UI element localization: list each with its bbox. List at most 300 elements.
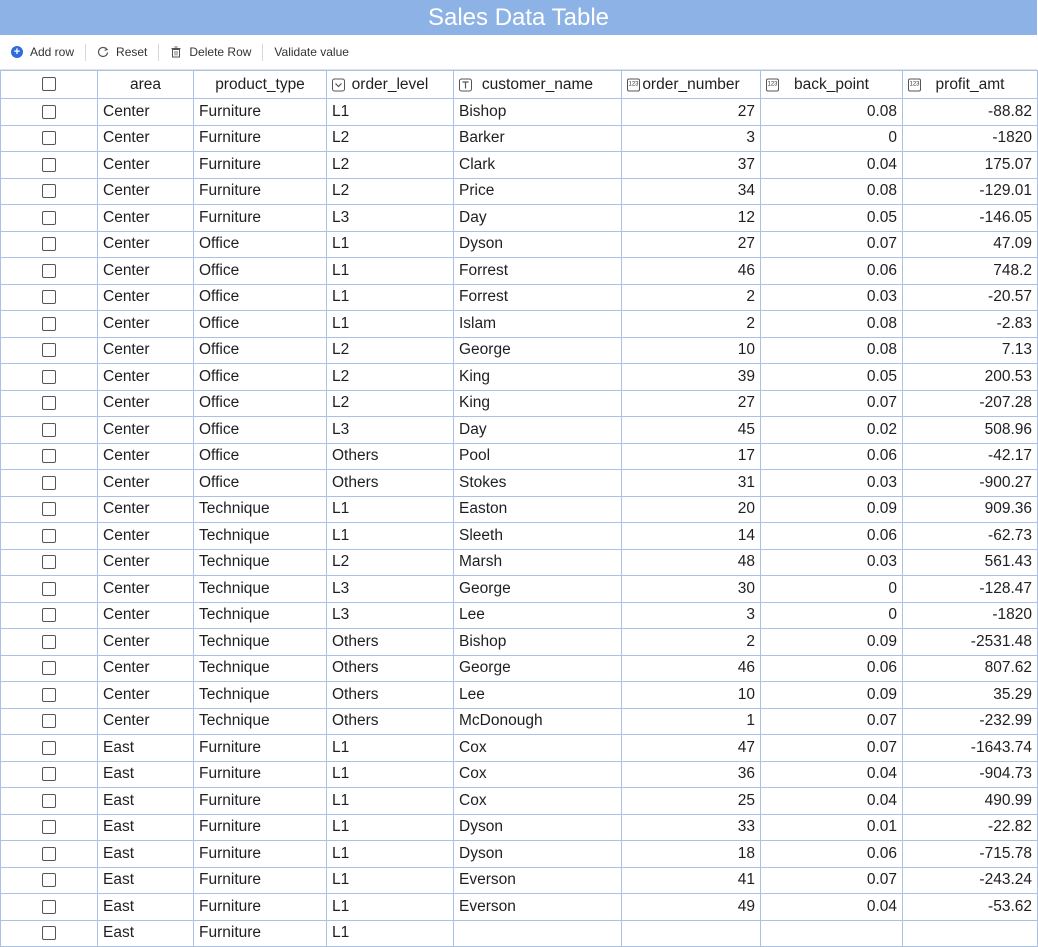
cell-order-level[interactable]: L3	[327, 576, 454, 603]
add-row-button[interactable]	[11, 45, 74, 59]
table-row[interactable]	[1, 708, 1038, 735]
cell-area[interactable]: Center	[98, 443, 194, 470]
delete-row-button[interactable]	[170, 45, 251, 59]
cell-profit-amt[interactable]: -2.83	[903, 311, 1038, 338]
cell-order-level[interactable]: L1	[327, 231, 454, 258]
reset-button[interactable]	[97, 45, 147, 59]
cell-order-number[interactable]: 2	[622, 311, 761, 338]
table-row[interactable]	[1, 735, 1038, 762]
cell-back-point[interactable]: 0.06	[761, 523, 903, 550]
cell-product-type[interactable]: Furniture	[194, 761, 327, 788]
table-row[interactable]	[1, 920, 1038, 947]
cell-back-point[interactable]: 0.08	[761, 99, 903, 126]
row-checkbox[interactable]	[42, 370, 56, 384]
table-row[interactable]	[1, 390, 1038, 417]
cell-area[interactable]: East	[98, 894, 194, 921]
cell-back-point[interactable]: 0.07	[761, 867, 903, 894]
cell-customer-name[interactable]: Day	[454, 417, 622, 444]
cell-profit-amt[interactable]: -20.57	[903, 284, 1038, 311]
column-header-order-level[interactable]	[327, 71, 454, 99]
cell-order-number[interactable]: 41	[622, 867, 761, 894]
cell-area[interactable]: Center	[98, 231, 194, 258]
cell-back-point[interactable]: 0.04	[761, 894, 903, 921]
cell-customer-name[interactable]: King	[454, 390, 622, 417]
cell-customer-name[interactable]: Cox	[454, 735, 622, 762]
table-row[interactable]	[1, 231, 1038, 258]
cell-order-level[interactable]: L1	[327, 284, 454, 311]
cell-order-level[interactable]: Others	[327, 708, 454, 735]
column-header-back-point[interactable]	[761, 71, 903, 99]
table-row[interactable]	[1, 417, 1038, 444]
table-row[interactable]	[1, 178, 1038, 205]
cell-order-level[interactable]: L2	[327, 152, 454, 179]
cell-area[interactable]: Center	[98, 258, 194, 285]
row-checkbox[interactable]	[42, 105, 56, 119]
cell-customer-name[interactable]: Islam	[454, 311, 622, 338]
cell-area[interactable]: Center	[98, 417, 194, 444]
row-checkbox[interactable]	[42, 926, 56, 940]
table-row[interactable]	[1, 205, 1038, 232]
cell-order-number[interactable]: 17	[622, 443, 761, 470]
cell-product-type[interactable]: Furniture	[194, 125, 327, 152]
cell-product-type[interactable]: Office	[194, 284, 327, 311]
cell-order-level[interactable]: L1	[327, 894, 454, 921]
cell-profit-amt[interactable]: -1820	[903, 602, 1038, 629]
cell-customer-name[interactable]: Bishop	[454, 629, 622, 656]
row-checkbox[interactable]	[42, 635, 56, 649]
cell-product-type[interactable]: Office	[194, 390, 327, 417]
row-checkbox[interactable]	[42, 184, 56, 198]
row-checkbox[interactable]	[42, 449, 56, 463]
cell-profit-amt[interactable]: -232.99	[903, 708, 1038, 735]
cell-product-type[interactable]: Furniture	[194, 920, 327, 947]
cell-order-number[interactable]: 27	[622, 390, 761, 417]
table-row[interactable]	[1, 788, 1038, 815]
table-row[interactable]	[1, 311, 1038, 338]
cell-area[interactable]: Center	[98, 178, 194, 205]
cell-back-point[interactable]: 0.05	[761, 205, 903, 232]
cell-product-type[interactable]: Furniture	[194, 178, 327, 205]
cell-order-number[interactable]: 47	[622, 735, 761, 762]
cell-order-level[interactable]: L2	[327, 390, 454, 417]
cell-profit-amt[interactable]: -53.62	[903, 894, 1038, 921]
cell-product-type[interactable]: Furniture	[194, 152, 327, 179]
cell-area[interactable]: Center	[98, 364, 194, 391]
table-row[interactable]	[1, 443, 1038, 470]
column-header-profit-amt[interactable]	[903, 71, 1038, 99]
row-checkbox[interactable]	[42, 158, 56, 172]
cell-order-level[interactable]: L1	[327, 814, 454, 841]
cell-product-type[interactable]: Furniture	[194, 841, 327, 868]
cell-order-number[interactable]: 36	[622, 761, 761, 788]
cell-back-point[interactable]: 0.09	[761, 496, 903, 523]
cell-area[interactable]: Center	[98, 655, 194, 682]
cell-back-point[interactable]: 0.07	[761, 735, 903, 762]
cell-back-point[interactable]: 0.06	[761, 841, 903, 868]
cell-order-number[interactable]: 48	[622, 549, 761, 576]
cell-customer-name[interactable]: Day	[454, 205, 622, 232]
table-row[interactable]	[1, 602, 1038, 629]
cell-profit-amt[interactable]: 561.43	[903, 549, 1038, 576]
cell-profit-amt[interactable]: 508.96	[903, 417, 1038, 444]
cell-order-number[interactable]: 25	[622, 788, 761, 815]
table-row[interactable]	[1, 470, 1038, 497]
cell-back-point[interactable]: 0.09	[761, 682, 903, 709]
row-checkbox[interactable]	[42, 396, 56, 410]
table-row[interactable]	[1, 682, 1038, 709]
cell-area[interactable]: Center	[98, 682, 194, 709]
cell-back-point[interactable]: 0.01	[761, 814, 903, 841]
cell-back-point[interactable]: 0.08	[761, 178, 903, 205]
row-checkbox[interactable]	[42, 582, 56, 596]
table-row[interactable]	[1, 814, 1038, 841]
table-row[interactable]	[1, 152, 1038, 179]
column-header-product-type[interactable]	[194, 71, 327, 99]
cell-product-type[interactable]: Technique	[194, 602, 327, 629]
cell-back-point[interactable]: 0.04	[761, 788, 903, 815]
cell-area[interactable]: Center	[98, 311, 194, 338]
cell-order-level[interactable]: L1	[327, 788, 454, 815]
table-row[interactable]	[1, 99, 1038, 126]
cell-customer-name[interactable]: Forrest	[454, 284, 622, 311]
row-checkbox[interactable]	[42, 317, 56, 331]
table-row[interactable]	[1, 549, 1038, 576]
cell-profit-amt[interactable]: -2531.48	[903, 629, 1038, 656]
cell-order-number[interactable]: 3	[622, 125, 761, 152]
table-row[interactable]	[1, 125, 1038, 152]
row-checkbox[interactable]	[42, 767, 56, 781]
cell-order-level[interactable]: L2	[327, 364, 454, 391]
cell-back-point[interactable]: 0.07	[761, 708, 903, 735]
cell-customer-name[interactable]: Clark	[454, 152, 622, 179]
cell-back-point[interactable]: 0.03	[761, 470, 903, 497]
cell-profit-amt[interactable]: -243.24	[903, 867, 1038, 894]
cell-order-number[interactable]: 31	[622, 470, 761, 497]
cell-back-point[interactable]: 0	[761, 576, 903, 603]
cell-order-number[interactable]: 12	[622, 205, 761, 232]
cell-customer-name[interactable]: Bishop	[454, 99, 622, 126]
cell-product-type[interactable]: Technique	[194, 629, 327, 656]
cell-profit-amt[interactable]: -22.82	[903, 814, 1038, 841]
cell-profit-amt[interactable]: 7.13	[903, 337, 1038, 364]
row-checkbox[interactable]	[42, 343, 56, 357]
row-checkbox[interactable]	[42, 237, 56, 251]
cell-profit-amt[interactable]: -129.01	[903, 178, 1038, 205]
cell-customer-name[interactable]: Everson	[454, 867, 622, 894]
row-checkbox[interactable]	[42, 264, 56, 278]
cell-order-number[interactable]: 30	[622, 576, 761, 603]
cell-product-type[interactable]: Office	[194, 231, 327, 258]
cell-area[interactable]: Center	[98, 708, 194, 735]
cell-order-level[interactable]: Others	[327, 682, 454, 709]
cell-profit-amt[interactable]: -62.73	[903, 523, 1038, 550]
cell-back-point[interactable]: 0.08	[761, 311, 903, 338]
cell-order-level[interactable]: Others	[327, 443, 454, 470]
cell-order-level[interactable]: L1	[327, 311, 454, 338]
cell-customer-name[interactable]: George	[454, 576, 622, 603]
cell-order-level[interactable]: L1	[327, 496, 454, 523]
cell-profit-amt[interactable]	[903, 920, 1038, 947]
cell-order-number[interactable]: 46	[622, 655, 761, 682]
cell-order-number[interactable]: 14	[622, 523, 761, 550]
cell-profit-amt[interactable]: 807.62	[903, 655, 1038, 682]
cell-order-level[interactable]: Others	[327, 655, 454, 682]
cell-profit-amt[interactable]: -904.73	[903, 761, 1038, 788]
cell-order-number[interactable]: 45	[622, 417, 761, 444]
cell-area[interactable]: Center	[98, 205, 194, 232]
table-row[interactable]	[1, 284, 1038, 311]
cell-area[interactable]: Center	[98, 99, 194, 126]
cell-area[interactable]: Center	[98, 496, 194, 523]
table-row[interactable]	[1, 496, 1038, 523]
cell-customer-name[interactable]: Marsh	[454, 549, 622, 576]
cell-customer-name[interactable]: Easton	[454, 496, 622, 523]
row-checkbox[interactable]	[42, 290, 56, 304]
cell-back-point[interactable]: 0.03	[761, 549, 903, 576]
cell-product-type[interactable]: Office	[194, 417, 327, 444]
cell-profit-amt[interactable]: -88.82	[903, 99, 1038, 126]
cell-customer-name[interactable]: Lee	[454, 602, 622, 629]
cell-back-point[interactable]: 0	[761, 602, 903, 629]
cell-order-number[interactable]: 27	[622, 231, 761, 258]
cell-profit-amt[interactable]: 490.99	[903, 788, 1038, 815]
cell-back-point[interactable]: 0.03	[761, 284, 903, 311]
cell-order-level[interactable]: Others	[327, 470, 454, 497]
row-checkbox[interactable]	[42, 555, 56, 569]
table-row[interactable]	[1, 258, 1038, 285]
cell-order-number[interactable]: 37	[622, 152, 761, 179]
column-header-order-number[interactable]	[622, 71, 761, 99]
cell-back-point[interactable]: 0	[761, 125, 903, 152]
cell-customer-name[interactable]: Lee	[454, 682, 622, 709]
table-row[interactable]	[1, 655, 1038, 682]
cell-product-type[interactable]: Office	[194, 364, 327, 391]
cell-back-point[interactable]: 0.04	[761, 761, 903, 788]
cell-area[interactable]: East	[98, 841, 194, 868]
cell-product-type[interactable]: Furniture	[194, 788, 327, 815]
cell-back-point[interactable]: 0.04	[761, 152, 903, 179]
cell-order-number[interactable]: 10	[622, 682, 761, 709]
cell-area[interactable]: Center	[98, 549, 194, 576]
cell-profit-amt[interactable]: 175.07	[903, 152, 1038, 179]
table-row[interactable]	[1, 364, 1038, 391]
cell-area[interactable]: Center	[98, 629, 194, 656]
cell-customer-name[interactable]: Sleeth	[454, 523, 622, 550]
row-checkbox[interactable]	[42, 794, 56, 808]
cell-customer-name[interactable]: Pool	[454, 443, 622, 470]
cell-customer-name[interactable]: Stokes	[454, 470, 622, 497]
cell-profit-amt[interactable]: -207.28	[903, 390, 1038, 417]
cell-product-type[interactable]: Office	[194, 258, 327, 285]
cell-product-type[interactable]: Office	[194, 311, 327, 338]
cell-order-number[interactable]: 2	[622, 284, 761, 311]
cell-order-level[interactable]: L3	[327, 602, 454, 629]
cell-order-number[interactable]	[622, 920, 761, 947]
cell-order-number[interactable]: 49	[622, 894, 761, 921]
cell-back-point[interactable]: 0.09	[761, 629, 903, 656]
cell-profit-amt[interactable]: -715.78	[903, 841, 1038, 868]
cell-profit-amt[interactable]: 909.36	[903, 496, 1038, 523]
row-checkbox[interactable]	[42, 423, 56, 437]
cell-area[interactable]: Center	[98, 337, 194, 364]
cell-back-point[interactable]: 0.06	[761, 443, 903, 470]
cell-customer-name[interactable]: Everson	[454, 894, 622, 921]
cell-back-point[interactable]: 0.07	[761, 390, 903, 417]
cell-product-type[interactable]: Office	[194, 470, 327, 497]
cell-order-level[interactable]: L2	[327, 337, 454, 364]
table-row[interactable]	[1, 867, 1038, 894]
row-checkbox[interactable]	[42, 502, 56, 516]
column-header-area[interactable]	[98, 71, 194, 99]
cell-customer-name[interactable]: McDonough	[454, 708, 622, 735]
cell-order-number[interactable]: 46	[622, 258, 761, 285]
cell-order-number[interactable]: 27	[622, 99, 761, 126]
cell-customer-name[interactable]: Barker	[454, 125, 622, 152]
cell-product-type[interactable]: Technique	[194, 655, 327, 682]
cell-order-level[interactable]: L1	[327, 867, 454, 894]
cell-order-number[interactable]: 3	[622, 602, 761, 629]
cell-profit-amt[interactable]: -1820	[903, 125, 1038, 152]
cell-product-type[interactable]: Furniture	[194, 867, 327, 894]
table-row[interactable]	[1, 576, 1038, 603]
table-row[interactable]	[1, 761, 1038, 788]
cell-order-level[interactable]: Others	[327, 629, 454, 656]
row-checkbox[interactable]	[42, 741, 56, 755]
validate-value-button[interactable]	[274, 45, 349, 59]
row-checkbox[interactable]	[42, 900, 56, 914]
row-checkbox[interactable]	[42, 688, 56, 702]
row-checkbox[interactable]	[42, 873, 56, 887]
cell-customer-name[interactable]: King	[454, 364, 622, 391]
cell-profit-amt[interactable]: -1643.74	[903, 735, 1038, 762]
row-checkbox[interactable]	[42, 608, 56, 622]
cell-customer-name[interactable]	[454, 920, 622, 947]
cell-order-level[interactable]: L1	[327, 523, 454, 550]
cell-order-level[interactable]: L2	[327, 178, 454, 205]
cell-back-point[interactable]: 0.06	[761, 258, 903, 285]
cell-product-type[interactable]: Furniture	[194, 814, 327, 841]
cell-product-type[interactable]: Furniture	[194, 99, 327, 126]
cell-area[interactable]: Center	[98, 125, 194, 152]
cell-back-point[interactable]	[761, 920, 903, 947]
cell-customer-name[interactable]: Cox	[454, 761, 622, 788]
cell-order-level[interactable]: L1	[327, 841, 454, 868]
cell-area[interactable]: Center	[98, 152, 194, 179]
select-all-checkbox[interactable]	[42, 77, 56, 91]
cell-order-level[interactable]: L1	[327, 735, 454, 762]
cell-customer-name[interactable]: George	[454, 337, 622, 364]
cell-area[interactable]: Center	[98, 576, 194, 603]
cell-customer-name[interactable]: Dyson	[454, 231, 622, 258]
cell-order-level[interactable]: L1	[327, 258, 454, 285]
row-checkbox[interactable]	[42, 820, 56, 834]
cell-profit-amt[interactable]: -900.27	[903, 470, 1038, 497]
cell-customer-name[interactable]: Dyson	[454, 841, 622, 868]
table-row[interactable]	[1, 841, 1038, 868]
cell-order-number[interactable]: 34	[622, 178, 761, 205]
cell-order-number[interactable]: 10	[622, 337, 761, 364]
cell-area[interactable]: East	[98, 761, 194, 788]
cell-area[interactable]: East	[98, 867, 194, 894]
row-checkbox[interactable]	[42, 847, 56, 861]
cell-customer-name[interactable]: Forrest	[454, 258, 622, 285]
cell-product-type[interactable]: Furniture	[194, 205, 327, 232]
row-checkbox[interactable]	[42, 529, 56, 543]
cell-profit-amt[interactable]: 35.29	[903, 682, 1038, 709]
cell-area[interactable]: East	[98, 788, 194, 815]
cell-profit-amt[interactable]: 200.53	[903, 364, 1038, 391]
cell-product-type[interactable]: Office	[194, 337, 327, 364]
column-header-customer-name[interactable]	[454, 71, 622, 99]
cell-order-level[interactable]: L1	[327, 99, 454, 126]
cell-order-number[interactable]: 1	[622, 708, 761, 735]
cell-profit-amt[interactable]: 47.09	[903, 231, 1038, 258]
cell-product-type[interactable]: Technique	[194, 708, 327, 735]
row-checkbox[interactable]	[42, 476, 56, 490]
cell-area[interactable]: Center	[98, 390, 194, 417]
cell-product-type[interactable]: Technique	[194, 576, 327, 603]
cell-product-type[interactable]: Office	[194, 443, 327, 470]
cell-back-point[interactable]: 0.02	[761, 417, 903, 444]
cell-customer-name[interactable]: Price	[454, 178, 622, 205]
cell-order-level[interactable]: L2	[327, 549, 454, 576]
cell-area[interactable]: East	[98, 735, 194, 762]
cell-product-type[interactable]: Technique	[194, 496, 327, 523]
cell-order-level[interactable]: L3	[327, 205, 454, 232]
cell-customer-name[interactable]: Cox	[454, 788, 622, 815]
cell-back-point[interactable]: 0.07	[761, 231, 903, 258]
cell-back-point[interactable]: 0.08	[761, 337, 903, 364]
cell-area[interactable]: Center	[98, 470, 194, 497]
row-checkbox[interactable]	[42, 211, 56, 225]
cell-product-type[interactable]: Technique	[194, 682, 327, 709]
cell-product-type[interactable]: Technique	[194, 523, 327, 550]
cell-area[interactable]: East	[98, 814, 194, 841]
cell-area[interactable]: Center	[98, 602, 194, 629]
cell-product-type[interactable]: Furniture	[194, 894, 327, 921]
cell-order-level[interactable]: L1	[327, 920, 454, 947]
cell-profit-amt[interactable]: -42.17	[903, 443, 1038, 470]
cell-order-level[interactable]: L1	[327, 761, 454, 788]
cell-product-type[interactable]: Furniture	[194, 735, 327, 762]
cell-area[interactable]: Center	[98, 523, 194, 550]
cell-order-level[interactable]: L3	[327, 417, 454, 444]
table-row[interactable]	[1, 523, 1038, 550]
table-row[interactable]	[1, 337, 1038, 364]
row-checkbox[interactable]	[42, 661, 56, 675]
cell-customer-name[interactable]: George	[454, 655, 622, 682]
table-row[interactable]	[1, 629, 1038, 656]
cell-profit-amt[interactable]: -146.05	[903, 205, 1038, 232]
cell-order-number[interactable]: 33	[622, 814, 761, 841]
row-checkbox[interactable]	[42, 131, 56, 145]
cell-order-number[interactable]: 18	[622, 841, 761, 868]
cell-order-number[interactable]: 2	[622, 629, 761, 656]
table-row[interactable]	[1, 894, 1038, 921]
cell-area[interactable]: Center	[98, 284, 194, 311]
row-checkbox[interactable]	[42, 714, 56, 728]
cell-order-number[interactable]: 39	[622, 364, 761, 391]
cell-back-point[interactable]: 0.06	[761, 655, 903, 682]
cell-order-level[interactable]: L2	[327, 125, 454, 152]
cell-product-type[interactable]: Technique	[194, 549, 327, 576]
cell-profit-amt[interactable]: 748.2	[903, 258, 1038, 285]
cell-order-number[interactable]: 20	[622, 496, 761, 523]
cell-customer-name[interactable]: Dyson	[454, 814, 622, 841]
cell-profit-amt[interactable]: -128.47	[903, 576, 1038, 603]
cell-back-point[interactable]: 0.05	[761, 364, 903, 391]
cell-area[interactable]: East	[98, 920, 194, 947]
